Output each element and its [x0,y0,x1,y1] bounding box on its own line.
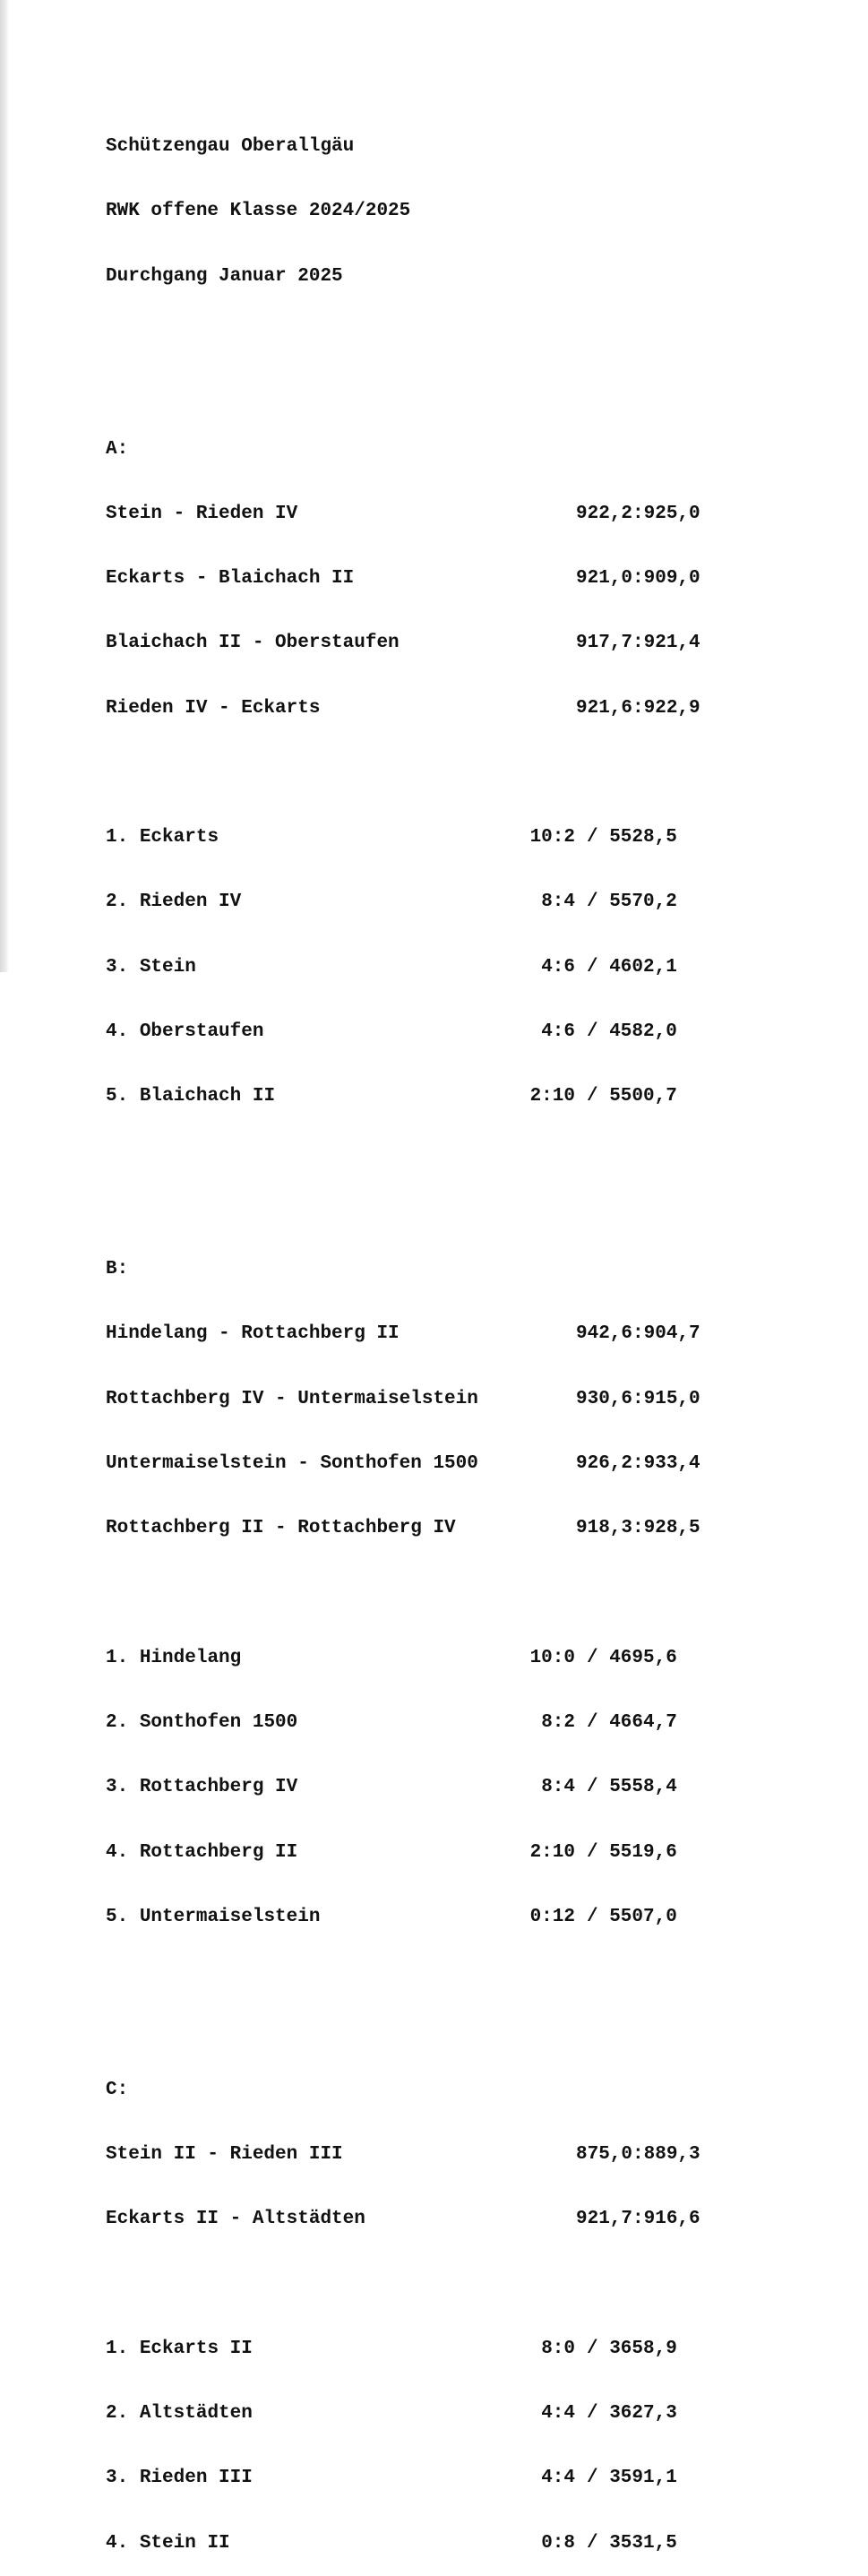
standing-rank: 2. [106,2403,129,2425]
standing-row [106,2403,677,2425]
match-row [106,2209,700,2230]
standing-points: 0:12 [529,1906,575,1927]
match-pairing: Untermaiselstein - Sonthofen 1500 [106,1452,478,1474]
match-row [106,1452,700,1475]
standing-team: Rottachberg II [139,1841,298,1863]
standing-row [106,1906,677,1928]
standing-points: 4:4 [541,2403,575,2425]
group-label: C: [106,2079,129,2100]
standing-rank: 4. [106,1841,129,1863]
standing-row [106,2468,677,2489]
standing-rings: / 5519,6 [587,1841,677,1863]
standing-team: Untermaiselstein [139,1906,321,1927]
standing-team: Rieden III [139,2468,253,2489]
standing-rings: / 4664,7 [587,1712,677,1734]
standing-team: Altstädten [139,2403,253,2425]
standing-rank: 5. [106,1086,129,1107]
match-row [106,1518,700,1539]
standing-rings: / 5500,7 [587,1086,677,1107]
standing-rings: / 4602,1 [587,956,677,978]
standing-points: 10:2 [529,827,575,849]
standing-team: Eckarts [139,827,219,849]
standing-rings: / 3627,3 [587,2403,677,2425]
match-pairing: Rieden IV - Eckarts [106,697,321,719]
standing-points: 2:10 [529,1841,575,1863]
match-pairing: Blaichach II - Oberstaufen [106,633,400,654]
standing-points: 8:4 [541,892,575,913]
match-score: 926,2:933,4 [576,1452,700,1474]
standing-rank: 4. [106,2532,129,2554]
match-score: 875,0:889,3 [576,2143,700,2165]
standing-rings: / 3658,9 [587,2338,677,2359]
match-row [106,1323,700,1345]
match-row [106,2143,700,2166]
standing-row [106,892,677,913]
match-score: 942,6:904,7 [576,1323,700,1345]
standing-row [106,827,677,849]
header-round: Durchgang Januar 2025 [106,265,343,287]
match-score: 918,3:928,5 [576,1518,700,1539]
match-score: 922,2:925,0 [576,503,700,524]
standing-team: Rieden IV [139,892,242,913]
standing-points: 4:6 [541,1021,575,1043]
match-row [106,503,700,525]
standing-points: 2:10 [529,1086,575,1107]
standing-row [106,1021,677,1043]
standing-points: 8:0 [541,2338,575,2359]
match-pairing: Eckarts II - Altstädten [106,2209,365,2230]
standing-row [106,1777,677,1798]
standing-team: Hindelang [139,1647,242,1668]
standing-row [106,2338,677,2360]
match-row [106,568,700,590]
match-pairing: Stein - Rieden IV [106,503,298,524]
match-score: 917,7:921,4 [576,633,700,654]
standing-rank: 3. [106,956,129,978]
standing-team: Rottachberg IV [139,1777,298,1798]
standing-row [106,2532,677,2554]
match-pairing: Stein II - Rieden III [106,2143,343,2165]
match-row [106,633,700,654]
standing-rings: / 5570,2 [587,892,677,913]
standing-row [106,1841,677,1864]
match-pairing: Eckarts - Blaichach II [106,568,355,590]
match-row [106,697,700,719]
header-title: Schützengau Oberallgäu [106,136,355,158]
standing-team: Oberstaufen [139,1021,264,1043]
standing-rank: 3. [106,2468,129,2489]
header-league: RWK offene Klasse 2024/2025 [106,201,411,222]
standing-rank: 4. [106,1021,129,1043]
standing-rings: / 5528,5 [587,827,677,849]
standing-rings: / 3531,5 [587,2532,677,2554]
standing-team: Stein [139,956,196,978]
page-left-edge [0,0,9,972]
standing-points: 8:4 [541,1777,575,1798]
standing-rings: / 4695,6 [587,1647,677,1668]
standing-rank: 1. [106,2338,129,2359]
standing-rank: 1. [106,827,129,849]
standing-row [106,956,677,978]
standing-rings: / 4582,0 [587,1021,677,1043]
document-body [106,93,700,2576]
standing-row [106,1647,677,1669]
standing-rank: 3. [106,1777,129,1798]
standing-team: Stein II [139,2532,230,2554]
standing-rank: 5. [106,1906,129,1927]
match-score: 921,6:922,9 [576,697,700,719]
standing-rings: / 5507,0 [587,1906,677,1927]
match-pairing: Hindelang - Rottachberg II [106,1323,400,1345]
standing-points: 8:2 [541,1712,575,1734]
standing-rings: / 3591,1 [587,2468,677,2489]
match-row [106,1388,700,1410]
standing-points: 4:4 [541,2468,575,2489]
standing-points: 4:6 [541,956,575,978]
match-score: 930,6:915,0 [576,1388,700,1409]
standing-row [106,1086,677,1107]
match-pairing: Rottachberg II - Rottachberg IV [106,1518,456,1539]
standing-rank: 1. [106,1647,129,1668]
standing-rank: 2. [106,1712,129,1734]
standing-team: Eckarts II [139,2338,253,2359]
standing-points: 0:8 [541,2532,575,2554]
match-score: 921,0:909,0 [576,568,700,590]
standing-rings: / 5558,4 [587,1777,677,1798]
standing-team: Sonthofen 1500 [139,1712,298,1734]
standing-row [106,1712,677,1734]
standing-rank: 2. [106,892,129,913]
match-score: 921,7:916,6 [576,2209,700,2230]
standing-team: Blaichach II [139,1086,276,1107]
standing-points: 10:0 [529,1647,575,1668]
group-label: A: [106,438,129,460]
group-label: B: [106,1259,129,1280]
match-pairing: Rottachberg IV - Untermaiselstein [106,1388,478,1409]
